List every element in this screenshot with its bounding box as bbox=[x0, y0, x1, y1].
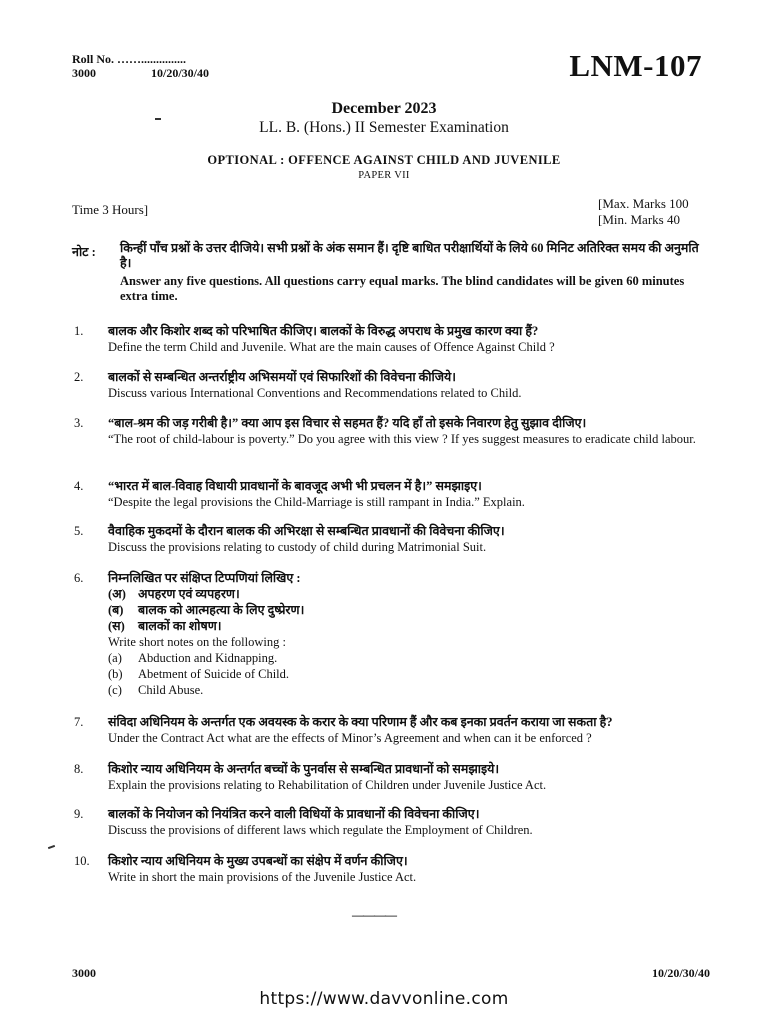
source-url: https://www.davvonline.com bbox=[259, 989, 509, 1009]
question-english: Define the term Child and Juvenile. What are the main causes of Offence Against Child ? bbox=[108, 340, 555, 354]
question-6 bbox=[74, 570, 714, 698]
question-number: 5. bbox=[74, 524, 84, 538]
exam-month: December 2023 bbox=[331, 100, 437, 117]
end-of-paper-mark: ———— bbox=[352, 908, 396, 922]
sub-item-english-b: (b) Abetment of Suicide of Child. bbox=[108, 667, 290, 681]
note-hindi: किन्हीं पाँच प्रश्नों के उत्तर दीजिये। सभी प्रश्नों के अंक समान हैं। दृष्टि बाधित परीक्षार्थियों के लिये 60 मिनिट अतिरिक्त समय की अनुमति है। bbox=[120, 241, 699, 270]
note-english: Answer any five questions. All questions carry equal marks. The blind candidates will be given 60 minutes extra time. bbox=[120, 274, 685, 303]
question-english: “The root of child-labour is poverty.” Do you agree with this view ? If yes suggest measures to eradicate child labour. bbox=[108, 432, 696, 446]
question-hindi: “बाल-श्रम की जड़ गरीबी है।” क्या आप इस विचार से सहमत हैं? यदि हाँ तो इसके निवारण हेतु सुझाव दीजिए। bbox=[108, 416, 587, 430]
footer-copies: 3000 bbox=[72, 966, 96, 980]
paper-number: PAPER VII bbox=[358, 170, 410, 181]
question-english: Discuss the provisions of different laws which regulate the Employment of Children. bbox=[108, 823, 533, 837]
question-1 bbox=[74, 323, 714, 355]
copies-count: 3000 bbox=[72, 66, 96, 80]
question-number: 4. bbox=[74, 479, 84, 493]
sub-item-english-a: (a) Abduction and Kidnapping. bbox=[108, 651, 278, 665]
exam-title: LL. B. (Hons.) II Semester Examination bbox=[259, 119, 509, 136]
roll-number-label: Roll No. ……............... bbox=[72, 52, 186, 66]
question-english: Explain the provisions relating to Rehabilitation of Children under Juvenile Justice Act. bbox=[108, 778, 547, 792]
scan-mark bbox=[155, 118, 161, 120]
question-number: 7. bbox=[74, 715, 84, 729]
question-hindi: किशोर न्याय अधिनियम के मुख्य उपबन्धों का संक्षेप में वर्णन कीजिए। bbox=[108, 854, 408, 868]
question-number: 8. bbox=[74, 762, 84, 776]
scan-mark bbox=[48, 845, 55, 849]
time-allowed: Time 3 Hours] bbox=[72, 202, 149, 217]
question-english: “Despite the legal provisions the Child-Marriage is still rampant in India.” Explain. bbox=[108, 495, 525, 509]
question-hindi: संविदा अधिनियम के अन्तर्गत एक अवयस्क के करार के क्या परिणाम हैं और कब इनका प्रवर्तन कराया जा सकता है? bbox=[108, 715, 613, 729]
footer-code-series: 10/20/30/40 bbox=[651, 966, 710, 980]
question-8 bbox=[74, 761, 714, 793]
sub-item-english-c: (c) Child Abuse. bbox=[108, 683, 204, 697]
question-hindi: बालक और किशोर शब्द को परिभाषित कीजिए। बालकों के विरुद्ध अपराध के प्रमुख कारण क्या हैं? bbox=[108, 324, 539, 338]
question-hindi: वैवाहिक मुकदमों के दौरान बालक की अभिरक्षा से सम्बन्धित प्रावधानों की विवेचना कीजिए। bbox=[108, 524, 505, 538]
question-10 bbox=[74, 853, 714, 885]
question-hindi: निम्नलिखित पर संक्षिप्त टिप्पणियां लिखिए : bbox=[108, 571, 301, 585]
code-series: 10/20/30/40 bbox=[151, 66, 210, 80]
question-english: Discuss the provisions relating to custody of child during Matrimonial Suit. bbox=[108, 540, 487, 554]
question-hindi: बालकों से सम्बन्धित अन्तर्राष्ट्रीय अभिसमयों एवं सिफारिशों की विवेचना कीजिये। bbox=[108, 370, 457, 384]
paper-code: LNM-107 bbox=[569, 48, 702, 83]
question-number: 2. bbox=[74, 370, 84, 384]
max-marks: [Max. Marks 100 bbox=[598, 196, 689, 211]
question-number: 10. bbox=[74, 854, 90, 868]
question-english: Write short notes on the following : bbox=[108, 635, 286, 649]
question-number: 3. bbox=[74, 416, 84, 430]
sub-item-hindi-b: (ब) बालक को आत्महत्या के लिए दुष्प्रेरण। bbox=[108, 603, 305, 617]
marks-block bbox=[598, 196, 689, 228]
question-number: 1. bbox=[74, 324, 84, 338]
question-9 bbox=[74, 806, 714, 838]
question-english: Under the Contract Act what are the effects of Minor’s Agreement and when can it be enforced ? bbox=[108, 731, 592, 745]
question-3 bbox=[74, 415, 714, 447]
note-label: नोट : bbox=[72, 245, 96, 259]
question-number: 9. bbox=[74, 807, 84, 821]
question-7 bbox=[74, 714, 714, 746]
question-english: Discuss various International Conventions and Recommendations related to Child. bbox=[108, 386, 522, 400]
instructions-note bbox=[120, 241, 706, 304]
paper-codes bbox=[72, 66, 209, 81]
question-5 bbox=[74, 523, 714, 555]
question-hindi: बालकों के नियोजन को नियंत्रित करने वाली विधियों के प्रावधानों की विवेचना कीजिए। bbox=[108, 807, 480, 821]
min-marks: [Min. Marks 40 bbox=[598, 212, 680, 227]
question-hindi: किशोर न्याय अधिनियम के अन्तर्गत बच्चों के पुनर्वास से सम्बन्धित प्रावधानों को समझाइये। bbox=[108, 762, 500, 776]
question-hindi: “भारत में बाल-विवाह विधायी प्रावधानों के बावजूद अभी भी प्रचलन में है।” समझाइए। bbox=[108, 479, 482, 493]
question-english: Write in short the main provisions of the Juvenile Justice Act. bbox=[108, 870, 417, 884]
sub-item-hindi-c: (स) बालकों का शोषण। bbox=[108, 619, 222, 633]
question-2 bbox=[74, 369, 714, 401]
subject-title: OPTIONAL : OFFENCE AGAINST CHILD AND JUVENILE bbox=[207, 153, 561, 167]
question-number: 6. bbox=[74, 571, 84, 585]
sub-item-hindi-a: (अ) अपहरण एवं व्यपहरण। bbox=[108, 587, 240, 601]
question-4 bbox=[74, 478, 714, 510]
